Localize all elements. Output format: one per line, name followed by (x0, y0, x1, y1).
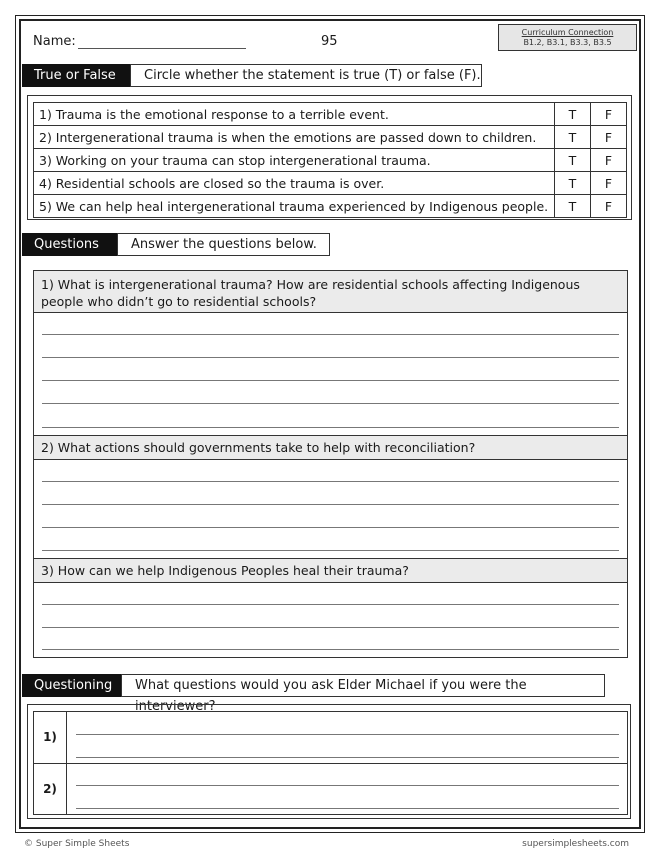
false-option[interactable]: F (591, 149, 627, 172)
true-false-instruction: Circle whether the statement is true (T) or false (F). (130, 64, 482, 87)
question-2-text: 2) What actions should governments take to help with reconciliation? (34, 436, 627, 460)
true-option[interactable]: T (555, 103, 591, 126)
question-3-text: 3) How can we help Indigenous Peoples heal their trauma? (34, 559, 627, 583)
questions-tag: Questions (22, 233, 117, 256)
questioning-instruction: What questions would you ask Elder Michael if you were the interviewer? (121, 674, 605, 697)
answer-line[interactable] (76, 734, 619, 735)
curriculum-connection-box (498, 24, 637, 51)
answer-line[interactable] (42, 403, 619, 404)
true-false-table (33, 102, 627, 218)
answer-line[interactable] (76, 785, 619, 786)
true-option[interactable]: T (555, 172, 591, 195)
answer-line[interactable] (42, 627, 619, 628)
answer-line[interactable] (42, 527, 619, 528)
true-option[interactable]: T (555, 126, 591, 149)
false-option[interactable]: F (591, 172, 627, 195)
table-row (34, 172, 627, 195)
question-1-text: 1) What is intergenerational trauma? How are residential schools affecting Indigenous people who didn’t go to residential schools? (34, 271, 627, 313)
questions-instruction: Answer the questions below. (117, 233, 330, 256)
false-option[interactable]: F (591, 126, 627, 149)
table-row (34, 149, 627, 172)
curriculum-codes: B1.2, B3.1, B3.3, B3.5 (523, 38, 612, 47)
curriculum-title: Curriculum Connection (521, 28, 614, 37)
statement-text: 1) Trauma is the emotional response to a terrible event. (34, 103, 555, 126)
true-option[interactable]: T (555, 149, 591, 172)
questioning-tag: Questioning (22, 674, 121, 697)
answer-line[interactable] (42, 550, 619, 551)
page-number: 95 (321, 34, 338, 49)
questioning-box (33, 711, 628, 815)
answer-line[interactable] (42, 334, 619, 335)
true-option[interactable]: T (555, 195, 591, 218)
name-label: Name: (33, 34, 76, 49)
true-false-tag: True or False (22, 64, 130, 87)
divider (34, 763, 627, 764)
statement-text: 5) We can help heal intergenerational trauma experienced by Indigenous people. (34, 195, 555, 218)
false-option[interactable]: F (591, 195, 627, 218)
answer-line[interactable] (76, 757, 619, 758)
footer-website: supersimplesheets.com (522, 839, 629, 849)
table-row (34, 103, 627, 126)
table-row (34, 126, 627, 149)
statement-text: 3) Working on your trauma can stop intergenerational trauma. (34, 149, 555, 172)
answer-line[interactable] (42, 604, 619, 605)
questions-box (33, 270, 628, 658)
question-number: 1) (34, 712, 67, 763)
answer-line[interactable] (42, 427, 619, 428)
answer-line[interactable] (76, 808, 619, 809)
answer-line[interactable] (42, 649, 619, 650)
statement-text: 4) Residential schools are closed so the trauma is over. (34, 172, 555, 195)
name-input-line[interactable] (78, 48, 246, 49)
false-option[interactable]: F (591, 103, 627, 126)
question-number: 2) (34, 764, 67, 814)
table-row (34, 195, 627, 218)
answer-line[interactable] (42, 504, 619, 505)
statement-text: 2) Intergenerational trauma is when the emotions are passed down to children. (34, 126, 555, 149)
answer-line[interactable] (42, 357, 619, 358)
footer-copyright: © Super Simple Sheets (24, 839, 130, 849)
answer-line[interactable] (42, 380, 619, 381)
answer-line[interactable] (42, 481, 619, 482)
